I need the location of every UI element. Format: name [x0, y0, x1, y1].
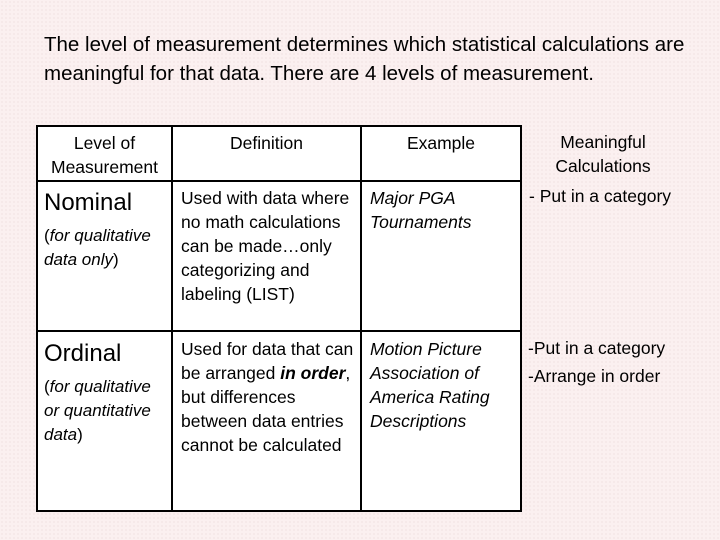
column-divider — [360, 127, 362, 510]
row-divider — [38, 330, 520, 332]
header-level: Level of Measurement — [51, 133, 158, 177]
definition-ordinal: Used for data that can be arranged in order, but differences between data entries cannot be calculated — [181, 339, 354, 455]
column-divider — [171, 127, 173, 510]
level-name: Ordinal — [44, 340, 122, 367]
example-nominal: Major PGA Tournaments — [370, 188, 472, 232]
header-example: Example — [406, 133, 476, 153]
level-note: (for qualitative or quantitative data) — [44, 377, 151, 444]
levels-table — [36, 125, 522, 512]
calc-nominal: - Put in a category — [529, 186, 672, 206]
level-name: Nominal — [44, 189, 133, 216]
header-definition: Definition — [230, 133, 303, 153]
level-ordinal — [44, 339, 168, 447]
level-nominal — [44, 188, 168, 272]
level-note: (for qualitative data only) — [44, 226, 151, 269]
row-divider — [38, 180, 520, 182]
definition-nominal: Used with data where no math calculations can be made…only categorizing and labeling (LIST) — [181, 188, 350, 304]
example-ordinal: Motion Picture Association of America Rating Descriptions — [370, 339, 490, 431]
header-calculations: Meaningful Calculations — [555, 132, 651, 176]
intro-text: The level of measurement determines which statistical calculations are meaningful for that data. There are 4 levels of measurement. — [44, 33, 685, 85]
calc-ordinal: -Put in a category -Arrange in order — [528, 338, 666, 386]
